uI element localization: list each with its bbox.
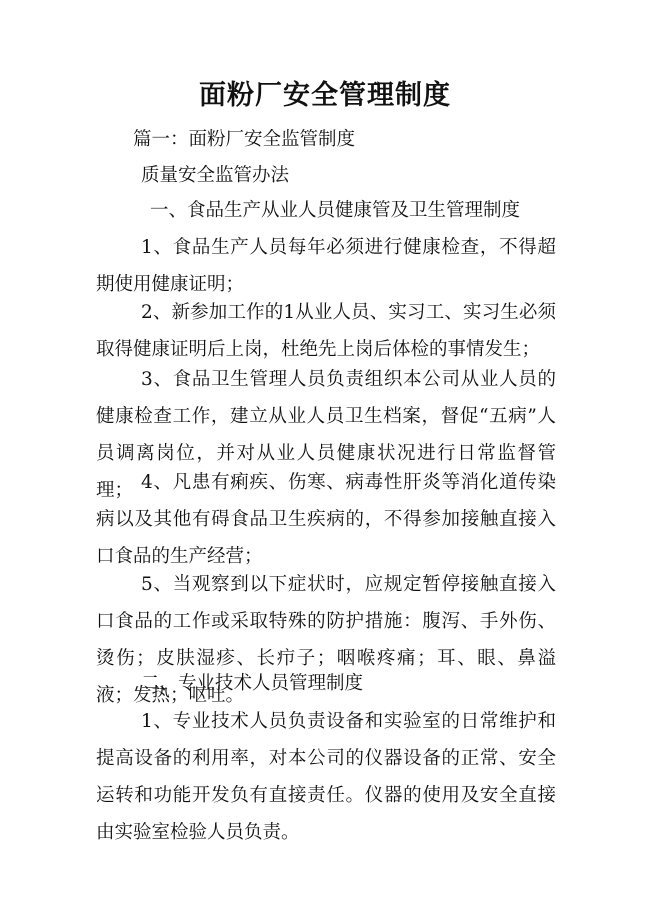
section-heading: 二、专业技术人员管理制度	[141, 673, 364, 694]
paragraph: 5、当观察到以下症状时，应规定暂停接触直接入口食品的工作或采取特殊的防护措施：腹泻、手外伤、烫伤；皮肤湿疹、长疖子；咽喉疼痛；耳、眼、鼻溢液；发热；呕吐。	[96, 574, 556, 706]
document-title: 面粉厂安全管理制度	[199, 80, 451, 111]
paragraph: 3、食品卫生管理人员负责组织本公司从业人员的健康检查工作，建立从业人员卫生档案，督促“五病”人员调离岗位，并对从业人员健康状况进行日常监督管理；	[96, 369, 556, 501]
paragraph: 4、凡患有痢疾、伤寒、病毒性肝炎等消化道传染病以及其他有碍食品卫生疾病的，不得参加接触直接入口食品的生产经营；	[96, 472, 556, 567]
paragraph: 1、专业技术人员负责设备和实验室的日常维护和提高设备的利用率，对本公司的仪器设备的正常、安全运转和功能开发负有直接责任。仪器的使用及安全直接由实验室检验人员负责。	[96, 711, 556, 843]
paragraph: 2、新参加工作的1从业人员、实习工、实习生必须取得健康证明后上岗，杜绝先上岗后体检的事情发生；	[96, 302, 556, 360]
subtitle: 质量安全监管办法	[141, 165, 290, 186]
section-heading: 一、食品生产从业人员健康管及卫生管理制度	[150, 200, 521, 221]
paragraph: 1、食品生产人员每年必须进行健康检查，不得超期使用健康证明；	[96, 237, 556, 295]
part-heading: 篇一：面粉厂安全监管制度	[133, 129, 356, 150]
